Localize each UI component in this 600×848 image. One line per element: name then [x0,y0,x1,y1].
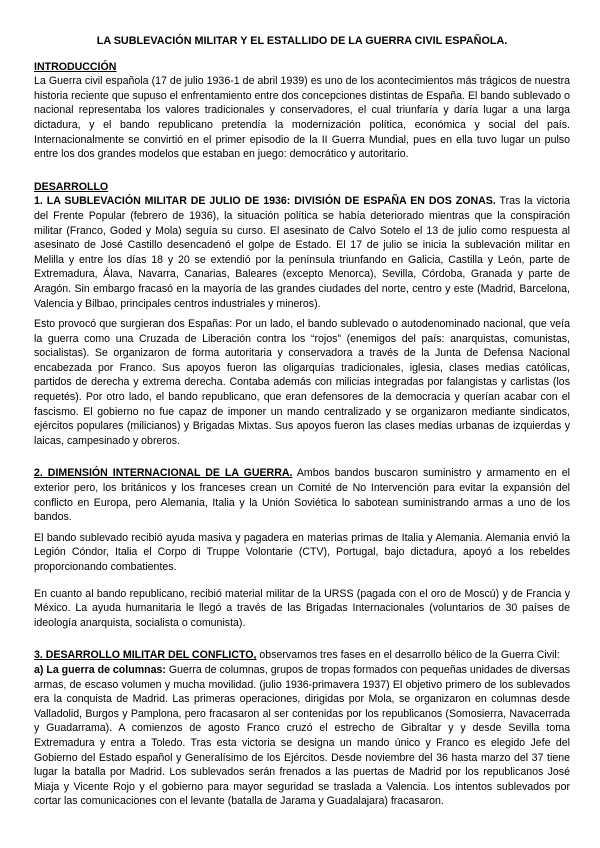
intro-paragraph: La Guerra civil española (17 de julio 1936-1 de abril 1939) es uno de los acontecimientos más trágicos de nuestra historia reciente que supuso el enfrentamiento entre dos concepciones distintas de España. El bando sublevado o nacional representaba los valores tradicionales y conservadores, el cual triunfaría y daría lugar a una larga dictadura, y el bando republicano pretendía la modernización política, económica y social del país. Internacionalmente se convirtió en el primer episodio de la II Guerra Mundial, pues en ella tuvo lugar un pulso entre los dos grandes modelos que estaban en juego: democrático y autoritario. [34,75,570,161]
spacer [34,162,570,180]
section-3-heading: 3. DESARROLLO MILITAR DEL CONFLICTO, [34,649,257,662]
section-1-paragraph-2: Esto provocó que surgieran dos Españas: Por un lado, el bando sublevado o autodenominado nacional, que veía la guerra como una Cruzada de Liberación contra los “rojos” (enemigos del país: anarquistas, comunistas, socialistas). Se organizaron de forma autoritaria y conservadora a través de la Junta de Defensa Nacional encabezada por Franco. Sus apoyos fueron las oligarquías tradicionales, iglesia, clases medias católicas, partidos de derecha y extrema derecha. Contaba además con milicias integradas por falangistas y carlistas (los requetés). Por otro lado, el bando republicano, que eran defensores de la democracia y querían acabar con el fascismo. El gobierno no fue capaz de imponer un mando centralizado y se organizaron mediante sindicatos, ejércitos populares (milicianos) y Brigadas Mixtas. Sus apoyos fueron las clases medias urbanas de izquierdas y laicas, campesinado y obreros. [34,318,570,447]
section-3-intro [34,648,570,663]
spacer [34,630,570,648]
document-title: LA SUBLEVACIÓN MILITAR Y EL ESTALLIDO DE LA GUERRA CIVIL ESPAÑOLA. [96,35,508,47]
spacer [34,448,570,466]
section-2-heading: 2. DIMENSIÓN INTERNACIONAL DE LA GUERRA. [34,467,293,480]
desarrollo-heading: DESARROLLO [34,180,109,193]
section-3-phase-a [34,663,570,809]
phase-a-text: Guerra de columnas, grupos de tropas formados con pequeñas unidades de diversas armas, de escaso volumen y mucha movilidad. (julio 1936-primavera 1937) El objetivo primero de los sublevados era la conquista de Madrid. Las primeras operaciones, dirigidas por Mola, se organizaron en columnas desde Valladolid, Burgos y Pamplona, pero fracasaron al ser contenidas por los republicanos (Somosierra, Navacerrada y Guadarrama). A comienzos de agosto Franco cruzó el estrecho de Gibraltar y y desde Sevilla toma Extremadura y entra a Toledo. Tras esta victoria se designa un mando único y Franco es elegido Jefe del Gobierno del Estado español y Generalísimo de los Ejércitos. Desde noviembre del 36 hasta marzo del 37 tiene lugar la batalla por Madrid. Los sublevados serán frenados a las puertas de Madrid por los republicanos José Miaja y Vicente Rojo y el gobierno para mayor seguridad se traslada a Valencia. Los intentos sublevados por cortar las comunicaciones con el levante (batalla de Jarama y Guadalajara) fracasaron. [34,663,570,808]
section-2-paragraph-3: En cuanto al bando republicano, recibió material militar de la URSS (pagada con el oro de Moscú) y de Francia y México. La ayuda humanitaria le llegó a través de las Brigadas Internacionales (voluntarios de 30 países de ideología anarquista, socialista o comunista). [34,587,570,629]
section-2-text: Ambos bandos buscaron suministro y armamento en el exterior pero, los británicos y los franceses crean un Comité de No Intervención para evitar la expansión del conflicto en Europa, pero Alemania, Italia y la Unión Soviética lo sabotean suministrando armas a uno de los bandos. [34,467,570,524]
section-2-paragraph-1 [34,466,570,524]
section-1-heading: 1. LA SUBLEVACIÓN MILITAR DE JULIO DE 1936: DIVISIÓN DE ESPAÑA EN DOS ZONAS. [34,195,496,208]
phase-a-heading: a) La guerra de columnas: [34,663,166,676]
section-2-paragraph-2: El bando sublevado recibió ayuda masiva y pagadera en materias primas de Italia y Alemania. Alemania envió la Legión Cóndor, Italia el Corpo di Truppe Volontarie (CTV), Portugal, bajo dictadura, apoyó a los rebeldes proporcionando combatientes. [34,531,570,573]
spacer [34,575,570,587]
section-1-text: Tras la victoria del Frente Popular (febrero de 1936), la situación política se había deteriorado mientras que la conspiración militar (Franco, Goded y Mola) seguía su curso. El asesinato de Calvo Sotelo el 13 de julio como respuesta al asesinato de José Castillo desencadenó el golpe de Estado. El 17 de julio se inicia la sublevación militar en Melilla y entre los días 18 y 20 se extendió por la península triunfando en Galicia, Castilla y León, parte de Extremadura, Álava, Navarra, Canarias, Baleares (excepto Menorca), Sevilla, Córdoba, Granada y parte de Aragón. Sin embargo fracasó en la mayoría de las grandes ciudades del norte, centro y este (Madrid, Barcelona, Valencia y Bilbao, principales centros industriales y mineros). [34,195,571,310]
section-3-intro-text: observamos tres fases en el desarrollo bélico de la Guerra Civil: [256,649,560,662]
intro-heading: INTRODUCCIÓN [34,60,117,73]
section-1-paragraph-1 [34,194,570,311]
